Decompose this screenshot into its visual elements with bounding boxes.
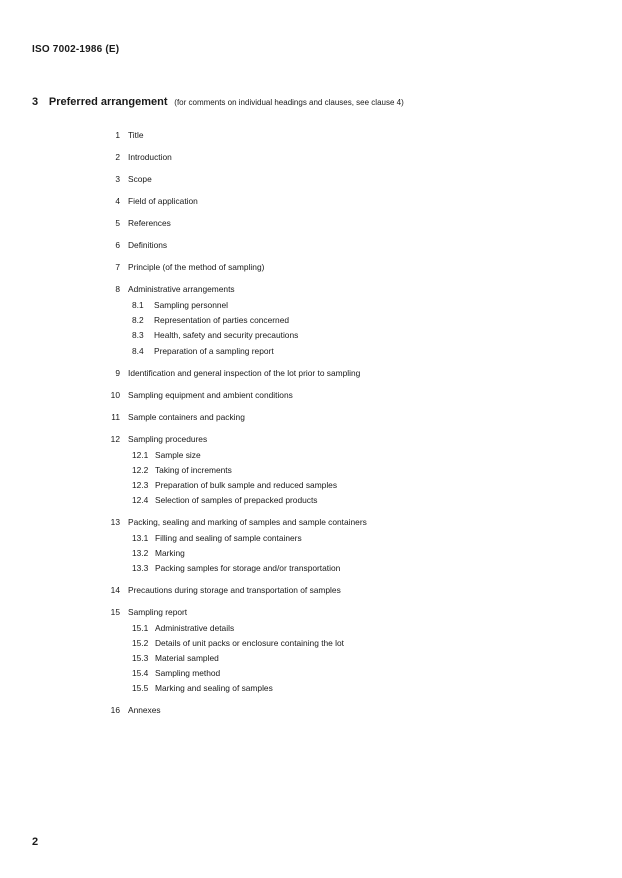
item-text: Sampling procedures [128,434,208,444]
item-number: 13 [110,517,120,527]
document-id-header: ISO 7002-1986 (E) [32,44,120,55]
item-text: Marking and sealing of samples [155,683,273,693]
item-number: 15 [110,607,120,617]
item-text: Packing samples for storage and/or transportation [155,563,341,573]
item-text: Sampling personnel [154,300,229,310]
item-text: Precautions during storage and transportation of samples [128,585,341,595]
item-text: Sampling report [128,607,188,617]
item-number: 12.4 [132,495,149,505]
item-text: Material sampled [155,653,219,663]
item-number: 13.1 [132,533,149,543]
item-text: References [128,218,171,228]
item-number: 15.2 [132,638,149,648]
item-number: 15.3 [132,653,149,663]
item-number: 4 [115,196,120,206]
item-text: Preparation of bulk sample and reduced samples [155,480,338,490]
item-text: Filling and sealing of sample containers [155,533,302,543]
item-number: 5 [115,218,120,228]
item-text: Administrative details [155,623,235,633]
item-number: 15.1 [132,623,149,633]
item-number: 8.4 [132,346,144,356]
item-text: Identification and general inspection of the lot prior to sampling [128,368,361,378]
section-note: (for comments on individual headings and clauses, see clause 4) [174,98,404,107]
section-title: Preferred arrangement [48,96,168,108]
item-text: Annexes [128,705,161,715]
item-number: 13.2 [132,548,149,558]
item-text: Definitions [128,240,168,250]
item-text: Representation of parties concerned [154,315,290,325]
item-text: Preparation of a sampling report [154,346,274,356]
item-number: 12.3 [132,480,149,490]
item-number: 6 [115,240,120,250]
item-number: 12.2 [132,465,149,475]
item-number: 11 [111,412,120,422]
item-number: 15.4 [132,668,149,678]
item-text: Health, safety and security precautions [154,330,299,340]
item-text: Taking of increments [155,465,232,475]
item-number: 8.3 [132,330,144,340]
item-number: 15.5 [132,683,149,693]
item-text: Introduction [128,152,172,162]
item-number: 8 [115,284,120,294]
item-number: 16 [110,705,120,715]
item-number: 12 [110,434,120,444]
item-text: Selection of samples of prepacked products [155,495,318,505]
item-number: 3 [115,174,120,184]
item-text: Scope [128,174,152,184]
page-number: 2 [32,836,39,848]
item-text: Sampling equipment and ambient conditions [128,390,293,400]
item-text: Sampling method [155,668,221,678]
item-text: Sample size [155,450,201,460]
item-text: Packing, sealing and marking of samples and sample containers [128,517,367,527]
item-number: 13.3 [132,563,149,573]
item-number: 9 [115,368,120,378]
item-text: Sample containers and packing [128,412,245,422]
item-text: Principle (of the method of sampling) [128,262,265,272]
item-number: 8.1 [132,300,144,310]
item-number: 2 [115,152,120,162]
item-number: 8.2 [132,315,144,325]
item-number: 1 [115,130,120,140]
section-number: 3 [32,96,39,108]
item-number: 12.1 [132,450,149,460]
item-text: Marking [155,548,185,558]
item-number: 14 [110,585,120,595]
item-text: Administrative arrangements [128,284,235,294]
item-text: Title [128,130,144,140]
item-number: 10 [110,390,120,400]
item-number: 7 [115,262,120,272]
item-text: Details of unit packs or enclosure containing the lot [155,638,345,648]
item-text: Field of application [128,196,198,206]
